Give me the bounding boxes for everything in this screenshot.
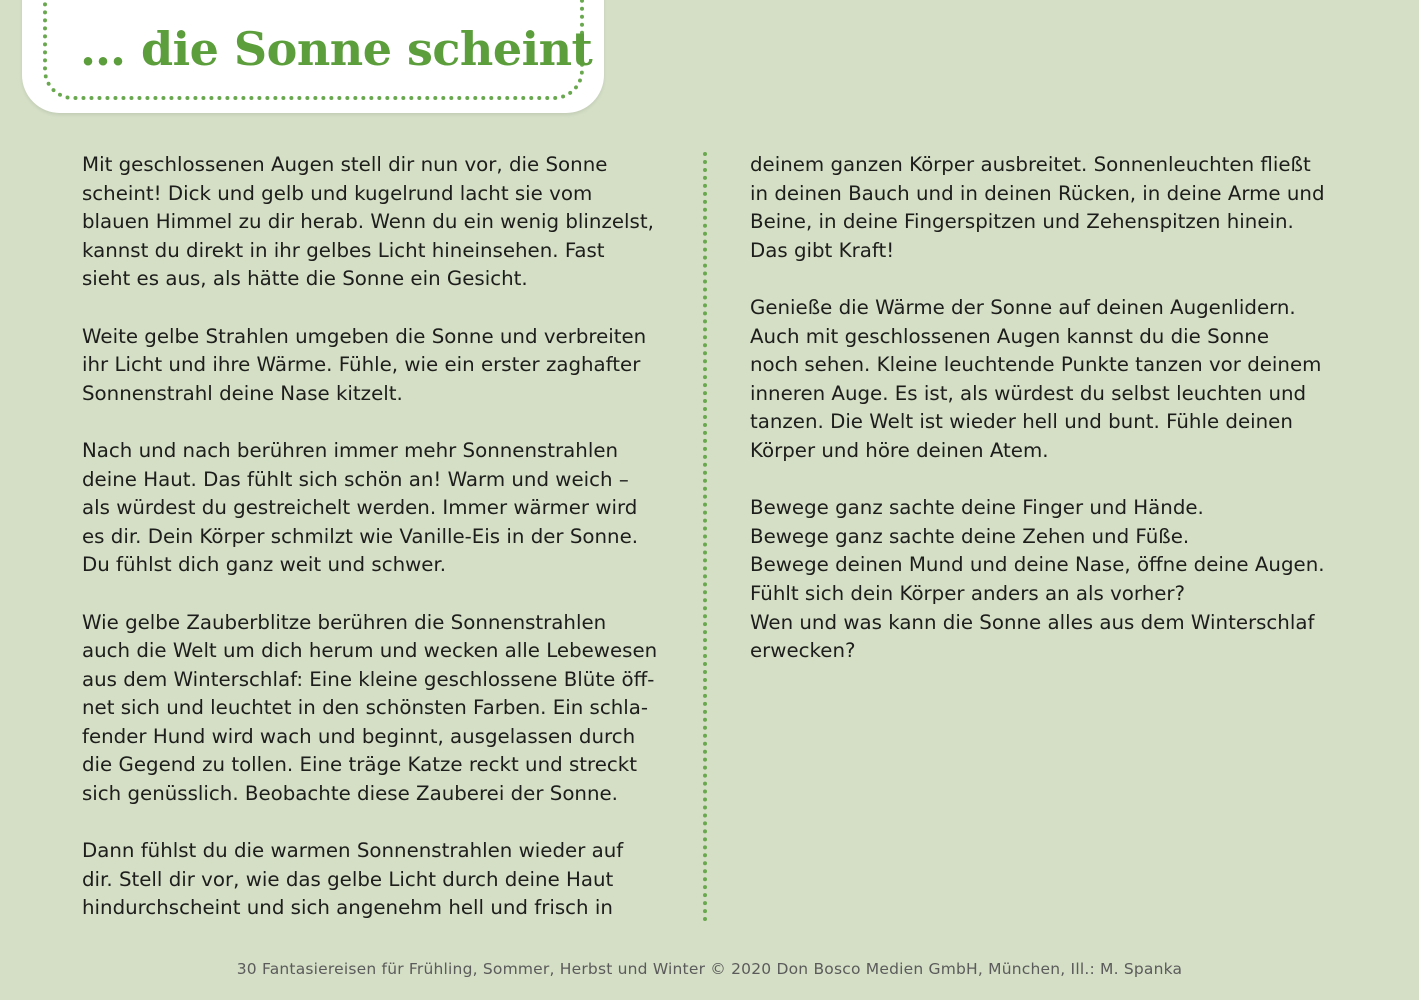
text-line: deine Haut. Das fühlt sich schön an! Warm und weich – — [82, 467, 629, 491]
text-line: fender Hund wird wach und beginnt, ausgelassen durch — [82, 724, 636, 748]
column-divider — [703, 152, 707, 922]
text-line: kannst du direkt in ihr gelbes Licht hineinsehen. Fast — [82, 238, 605, 262]
text-line: Weite gelbe Strahlen umgeben die Sonne und verbreiten — [82, 324, 647, 348]
paragraph — [82, 609, 694, 809]
text-line: inneren Auge. Es ist, als würdest du selbst leuchten und — [750, 381, 1307, 405]
text-line: die Gegend zu tollen. Eine träge Katze reckt und streckt — [82, 753, 637, 777]
text-line: tanzen. Die Welt ist wieder hell und bunt. Fühle deinen — [750, 410, 1293, 434]
text-line: Bewege ganz sachte deine Finger und Hände. — [750, 496, 1204, 520]
text-line: Genieße die Wärme der Sonne auf deinen Augenlidern. — [750, 295, 1296, 319]
text-line: Bewege ganz sachte deine Zehen und Füße. — [750, 524, 1190, 548]
paragraph — [82, 437, 694, 580]
text-line: Wen und was kann die Sonne alles aus dem Winterschlaf — [750, 610, 1315, 634]
page-title: … die Sonne scheint — [80, 22, 593, 76]
text-line: hindurchscheint und sich angenehm hell und frisch in — [82, 896, 613, 920]
text-line: net sich und leuchtet in den schönsten Farben. Ein schla- — [82, 696, 648, 720]
paragraph — [750, 151, 1370, 265]
text-line: noch sehen. Kleine leuchtende Punkte tanzen vor deinem — [750, 353, 1322, 377]
text-line: Nach und nach berühren immer mehr Sonnenstrahlen — [82, 438, 619, 462]
text-line: Dann fühlst du die warmen Sonnenstrahlen wieder auf — [82, 839, 624, 863]
paragraph — [82, 151, 694, 294]
text-line: deinem ganzen Körper ausbreitet. Sonnenleuchten fließt — [750, 153, 1311, 176]
paragraph — [82, 323, 694, 409]
left-column — [82, 151, 694, 952]
text-line: dir. Stell dir vor, wie das gelbe Licht durch deine Haut — [82, 867, 614, 891]
right-column — [750, 151, 1370, 694]
paragraph — [82, 837, 694, 923]
text-line: ihr Licht und ihre Wärme. Fühle, wie ein erster zaghafter — [82, 353, 641, 377]
text-line: es dir. Dein Körper schmilzt wie Vanille-Eis in der Sonne. — [82, 524, 639, 548]
text-line: erwecken? — [750, 639, 856, 663]
text-line: Wie gelbe Zauberblitze berühren die Sonnenstrahlen — [82, 610, 607, 634]
text-line: Fühlt sich dein Körper anders an als vorher? — [750, 581, 1186, 605]
text-line: Du fühlst dich ganz weit und schwer. — [82, 553, 447, 577]
text-line: Mit geschlossenen Augen stell dir nun vor, die Sonne — [82, 153, 608, 176]
text-line: auch die Welt um dich herum und wecken alle Lebewesen — [82, 639, 658, 663]
paragraph — [750, 294, 1370, 466]
text-line: als würdest du gestreichelt werden. Immer wärmer wird — [82, 496, 638, 520]
text-line: Sonnenstrahl deine Nase kitzelt. — [82, 381, 403, 405]
text-line: Bewege deinen Mund und deine Nase, öffne deine Augen. — [750, 553, 1325, 577]
text-line: scheint! Dick und gelb und kugelrund lacht sie vom — [82, 181, 593, 205]
paragraph — [750, 494, 1370, 666]
text-line: sieht es aus, als hätte die Sonne ein Gesicht. — [82, 267, 528, 291]
copyright-footer: 30 Fantasiereisen für Frühling, Sommer, Herbst und Winter © 2020 Don Bosco Medien GmbH, München, Ill.: M. Spanka — [236, 960, 1183, 978]
text-line: Auch mit geschlossenen Augen kannst du die Sonne — [750, 324, 1270, 348]
text-line: Beine, in deine Fingerspitzen und Zehenspitzen hinein. — [750, 210, 1294, 234]
text-line: blauen Himmel zu dir herab. Wenn du ein wenig blinzelst, — [82, 210, 654, 234]
text-line: aus dem Winterschlaf: Eine kleine geschlossene Blüte öff- — [82, 667, 655, 691]
text-line: sich genüsslich. Beobachte diese Zauberei der Sonne. — [82, 782, 618, 806]
text-line: Körper und höre deinen Atem. — [750, 438, 1049, 462]
text-line: Das gibt Kraft! — [750, 238, 895, 262]
text-line: in deinen Bauch und in deinen Rücken, in deine Arme und — [750, 181, 1325, 205]
